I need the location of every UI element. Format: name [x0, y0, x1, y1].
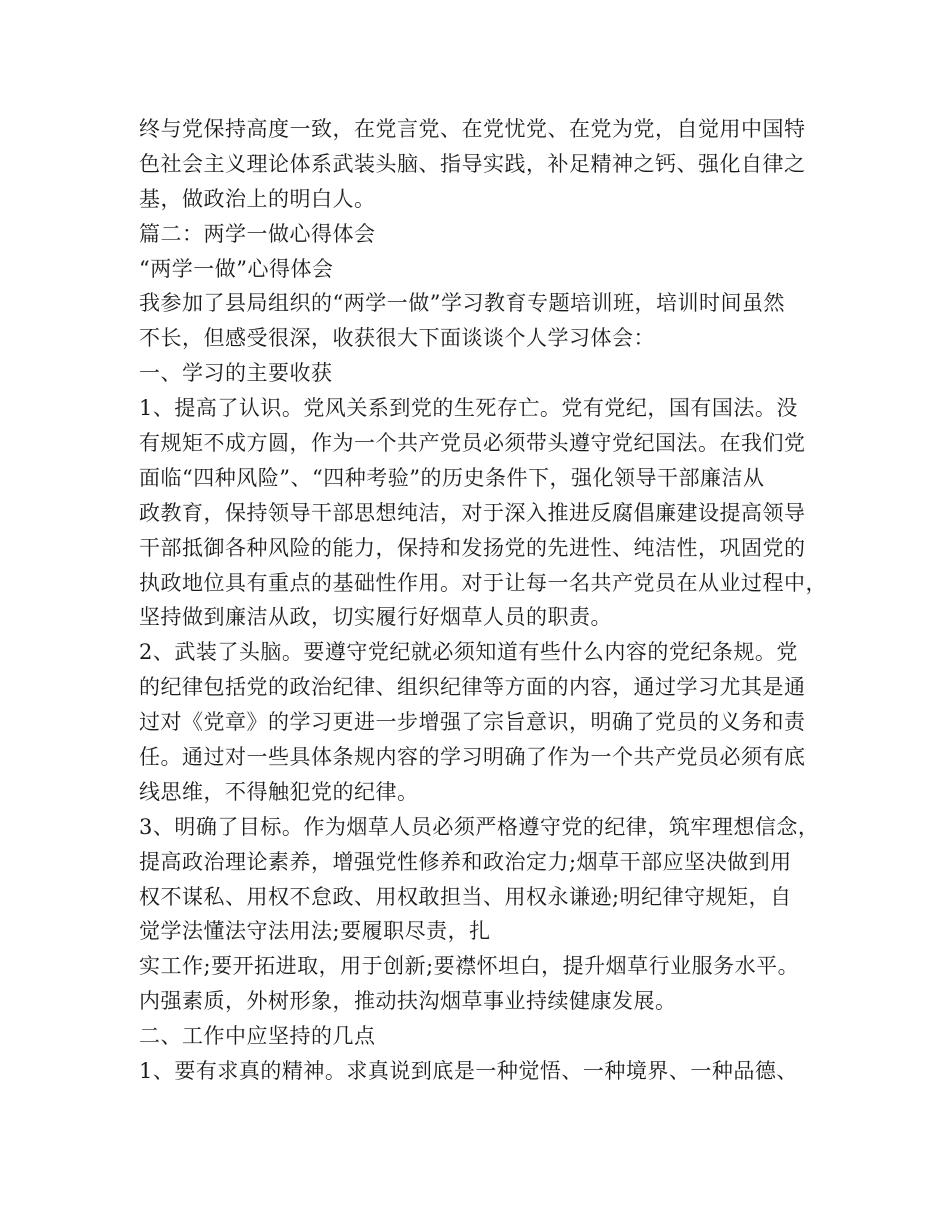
text-line: 基，做政治上的明白人。	[139, 186, 376, 211]
section-heading: 二、工作中应坚持的几点	[139, 1024, 376, 1049]
text-line: 1、提高了认识。党风关系到党的生死存亡。党有党纪，国有国法。没	[139, 396, 798, 421]
text-line: 1、要有求真的精神。求真说到底是一种觉悟、一种境界、一种品德、	[139, 1059, 798, 1084]
text-line: 坚持做到廉洁从政，切实履行好烟草人员的职责。	[139, 605, 612, 630]
section-heading: 篇二：两学一做心得体会	[139, 221, 376, 246]
text-line: 提高政治理论素养，增强党性修养和政治定力;烟草干部应坚决做到用	[139, 849, 792, 874]
text-line: 终与党保持高度一致，在党言党、在党忧党、在党为党，自觉用中国特	[139, 117, 806, 141]
text-line: 任。通过对一些具体条规内容的学习明确了作为一个共产党员必须有底	[139, 745, 806, 770]
text-line: 2、武装了头脑。要遵守党纪就必须知道有些什么内容的党纪条规。党	[139, 640, 798, 665]
text-line: 政教育，保持领导干部思想纯洁，对于深入推进反腐倡廉建设提高领导	[139, 500, 806, 525]
text-line: 实工作;要开拓进取，用于创新;要襟怀坦白，提升烟草行业服务水平。	[139, 954, 800, 979]
document-body	[139, 112, 839, 1089]
text-line: 内强素质，外树形象，推动扶沟烟草事业持续健康发展。	[139, 989, 677, 1014]
text-line: 过对《党章》的学习更进一步增强了宗旨意识，明确了党员的义务和责	[139, 710, 806, 735]
text-line: 3、明确了目标。作为烟草人员必须严格遵守党的纪律，筑牢理想信念，	[139, 814, 820, 839]
text-line: 有规矩不成方圆，作为一个共产党员必须带头遵守党纪国法。在我们党	[139, 431, 806, 456]
text-line: 我参加了县局组织的“两学一做”学习教育专题培训班，培训时间虽然	[139, 291, 785, 316]
section-heading: 一、学习的主要收获	[139, 361, 333, 386]
text-line: 面临“四种风险”、“四种考验”的历史条件下，强化领导干部廉洁从	[139, 465, 765, 490]
text-line: 色社会主义理论体系武装头脑、指导实践，补足精神之钙、强化自律之	[139, 151, 806, 176]
text-line: 执政地位具有重点的基础性作用。对于让每一名共产党员在从业过程中，	[139, 570, 827, 595]
article-title: “两学一做”心得体会	[139, 256, 334, 281]
text-line: 干部抵御各种风险的能力，保持和发扬党的先进性、纯洁性，巩固党的	[139, 535, 806, 560]
text-line: 权不谋私、用权不怠政、用权敢担当、用权永谦逊;明纪律守规矩，自	[139, 884, 792, 909]
text-line: 的纪律包括党的政治纪律、组织纪律等方面的内容，通过学习尤其是通	[139, 675, 806, 700]
text-line: 觉学法懂法守法用法;要履职尽责，扎	[139, 919, 491, 944]
text-line: 不长，但感受很深，收获很大下面谈谈个人学习体会：	[139, 326, 655, 351]
text-line: 线思维，不得触犯党的纪律。	[139, 779, 419, 804]
